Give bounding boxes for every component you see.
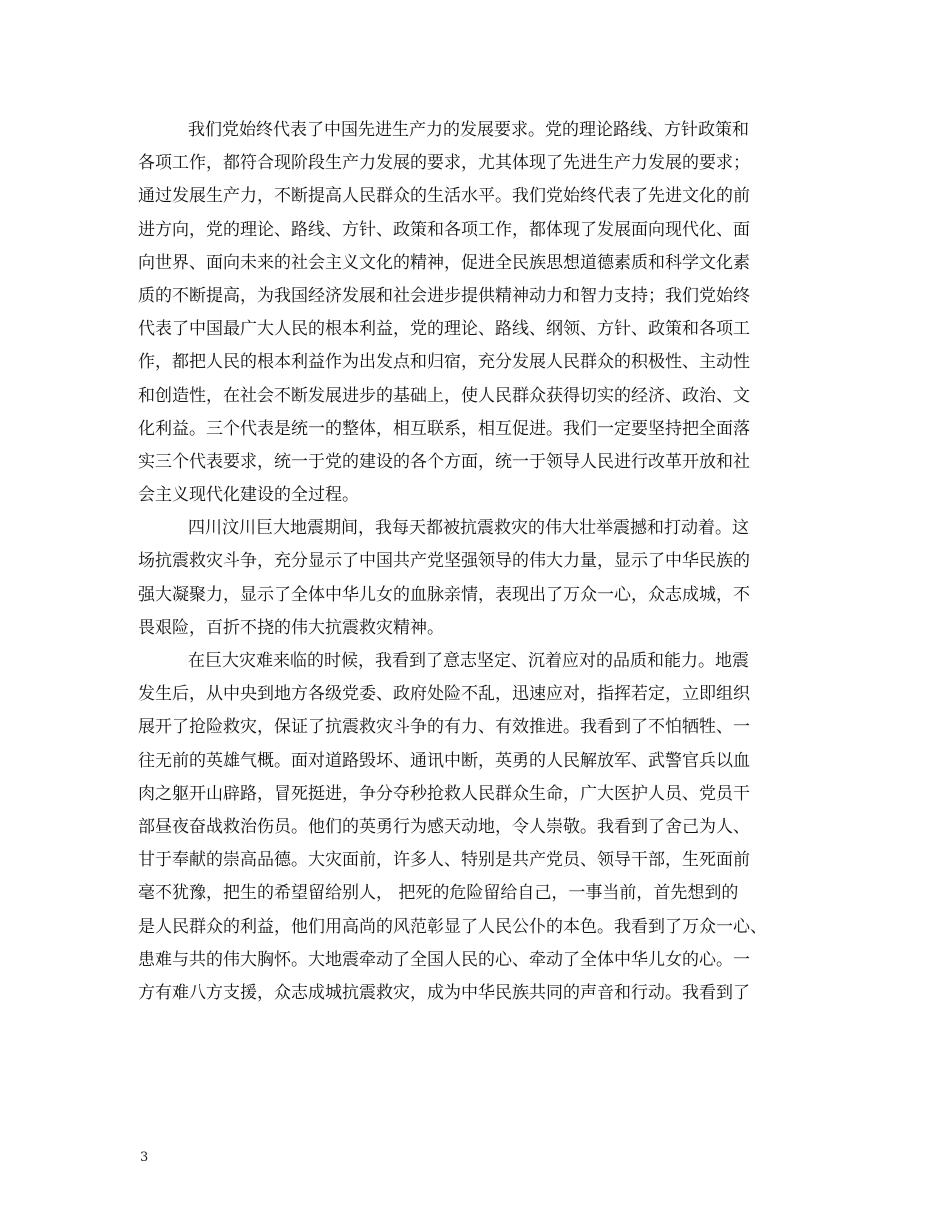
text-line: 四川汶川巨大地震期间，我每天都被抗震救灾的伟大壮举震撼和打动着。这 [188,518,749,539]
text-line: 毫不犹豫，把生的希望留给别人， 把死的危险留给自己，一事当前，首先想到的 [138,883,739,904]
text-line: 场抗震救灾斗争，充分显示了中国共产党坚强领导的伟大力量，显示了中华民族的 [138,551,750,572]
text-line: 发生后，从中央到地方各级党委、政府处险不乱，迅速应对，指挥若定，立即组织 [138,684,750,705]
text-line: 强大凝聚力，显示了全体中华儿女的血脉亲情，表现出了万众一心，众志成城，不 [138,584,750,605]
text-line: 进方向，党的理论、路线、方针、政策和各项工作，都体现了发展面向现代化、面 [138,219,750,240]
paragraph-3 [138,645,828,1010]
text-line: 往无前的英雄气概。面对道路毁坏、通讯中断，英勇的人民解放军、武警官兵以血 [138,750,750,771]
body-text [138,114,828,1010]
text-line: 在巨大灾难来临的时候，我看到了意志坚定、沉着应对的品质和能力。地震 [188,651,749,671]
text-line: 展开了抢险救灾，保证了抗震救灾斗争的有力、有效推进。我看到了不怕牺牲、一 [138,717,750,738]
text-line: 畏艰险，百折不挠的伟大抗震救灾精神。 [138,617,444,638]
text-line: 方有难八方支援，众志成城抗震救灾，成为中华民族共同的声音和行动。我看到了 [138,982,750,1003]
text-line: 我们党始终代表了中国先进生产力的发展要求。党的理论路线、方针政策和 [188,120,749,140]
text-line: 各项工作，都符合现阶段生产力发展的要求，尤其体现了先进生产力发展的要求； [138,153,750,174]
text-line: 化利益。三个代表是统一的整体，相互联系，相互促进。我们一定要坚持把全面落 [138,418,750,439]
text-line: 部昼夜奋战救治伤员。他们的英勇行为感天动地，令人崇敬。我看到了舍己为人、 [138,816,750,837]
text-line: 代表了中国最广大人民的根本利益，党的理论、路线、纲领、方针、政策和各项工 [138,319,750,340]
text-line: 质的不断提高，为我国经济发展和社会进步提供精神动力和智力支持；我们党始终 [138,285,750,306]
text-line: 作，都把人民的根本利益作为出发点和归宿，充分发展人民群众的积极性、主动性 [138,352,750,373]
text-line: 会主义现代化建设的全过程。 [138,485,359,506]
text-line: 是人民群众的利益，他们用高尚的风范彰显了人民公仆的本色。我看到了万众一心、 [138,916,767,937]
text-line: 患难与共的伟大胸怀。大地震牵动了全国人民的心、牵动了全体中华儿女的心。一 [138,949,750,970]
paragraph-2 [138,512,828,645]
text-line: 肉之躯开山辟路，冒死挺进，争分夺秒抢救人民群众生命，广大医护人员、党员干 [138,783,750,804]
page-number: 3 [140,1150,149,1165]
text-line: 向世界、面向未来的社会主义文化的精神，促进全民族思想道德素质和科学文化素 [138,252,750,273]
text-line: 实三个代表要求，统一于党的建设的各个方面，统一于领导人民进行改革开放和社 [138,451,750,472]
text-line: 通过发展生产力，不断提高人民群众的生活水平。我们党始终代表了先进文化的前 [138,186,750,207]
text-line: 甘于奉献的崇高品德。大灾面前，许多人、特别是共产党员、领导干部，生死面前 [138,850,750,871]
text-line: 和创造性，在社会不断发展进步的基础上，使人民群众获得切实的经济、政治、文 [138,385,750,406]
paragraph-1 [138,114,828,512]
